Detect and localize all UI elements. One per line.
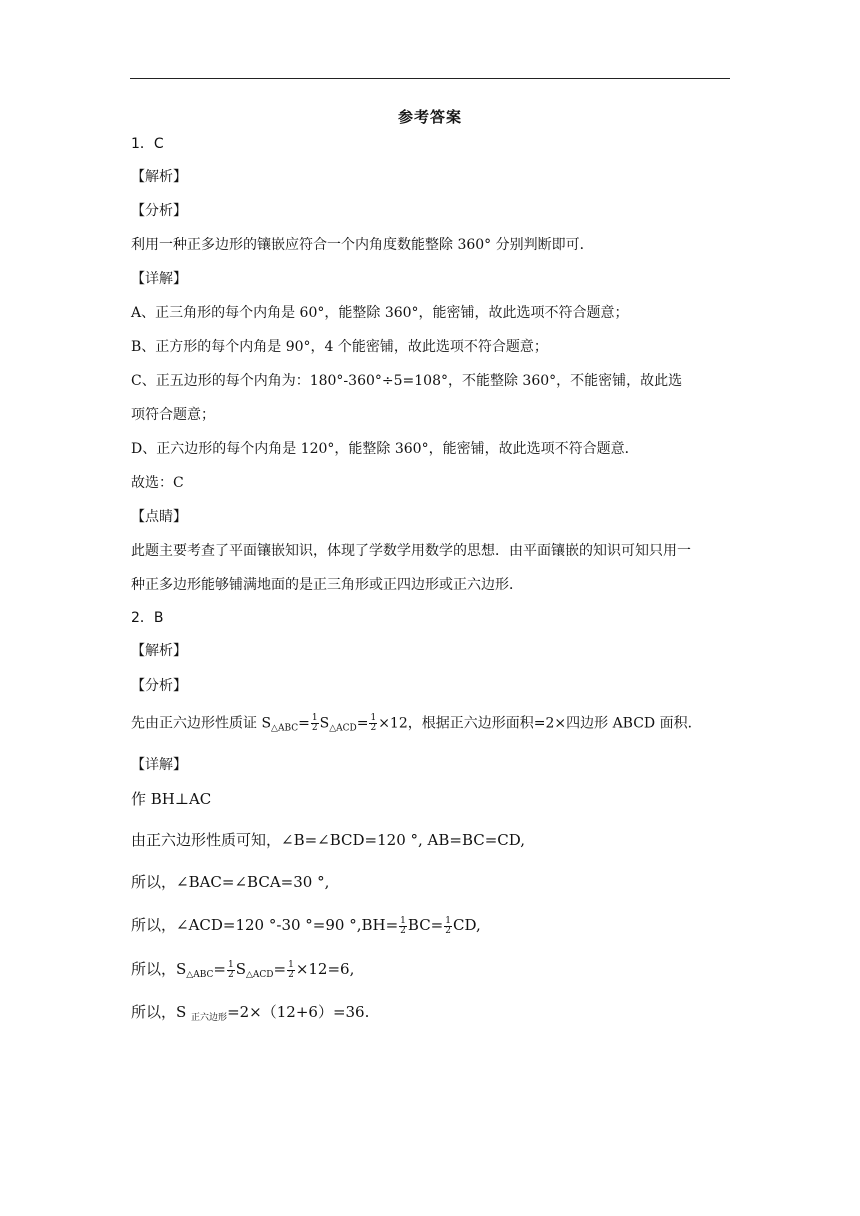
- fenxi-text-a: 先由正六边形性质证 S: [131, 715, 272, 732]
- q1-option-b: B、正方形的每个内角是 90°，4 个能密铺，故此选项不符合题意；: [131, 339, 548, 355]
- q2-detail-line1: 作 BH⊥AC: [131, 790, 212, 808]
- fraction-half: $\frac{1}{2}$: [400, 915, 406, 936]
- q2-number: 2．B: [131, 610, 164, 626]
- q1-dianjing-line1: 此题主要考查了平面镶嵌知识，体现了学数学用数学的思想．由平面镶嵌的知识可知只用一: [131, 543, 691, 559]
- subscript-abc: △ABC: [271, 723, 299, 734]
- subscript-hexagon: 正六边形: [191, 1013, 228, 1023]
- q2-fenxi-text: [131, 714, 702, 738]
- fraction-half: $\frac{1}{2}$: [445, 915, 451, 936]
- equals: =: [213, 960, 226, 978]
- q1-fenxi-heading: 【分析】: [131, 203, 187, 219]
- equals: =: [298, 715, 310, 732]
- fraction-half: $\frac{1}{2}$: [227, 959, 234, 980]
- line5-b: ×12=6,: [295, 960, 355, 978]
- line6-b: =2×（12+6）=36.: [227, 1003, 370, 1021]
- subscript-acd: △ACD: [329, 723, 357, 734]
- line4-a: 所以，∠ACD=120 °-30 °=90 °,BH=: [131, 916, 399, 934]
- q1-answer: 故选：C: [131, 475, 184, 491]
- q2-detail-line3: 所以，∠BAC=∠BCA=30 °,: [131, 873, 330, 891]
- q2-detail-line5: [131, 960, 354, 984]
- q1-fenxi-text: 利用一种正多边形的镶嵌应符合一个内角度数能整除 360° 分别判断即可．: [131, 237, 594, 253]
- q1-jiexi-heading: 【解析】: [131, 169, 187, 185]
- q1-option-c-line2: 项符合题意；: [131, 407, 215, 423]
- fraction-half: $\frac{1}{2}$: [370, 713, 377, 733]
- q2-detail-line4: [131, 916, 481, 936]
- q1-dianjing-line2: 种正多边形能够铺满地面的是正三角形或正四边形或正六边形．: [131, 577, 523, 593]
- q2-fenxi-heading: 【分析】: [131, 678, 187, 694]
- line4-b: BC=: [407, 916, 444, 934]
- q2-detail-line6: [131, 1003, 369, 1027]
- q1-option-c-line1: C、正五边形的每个内角为：180°-360°÷5=108°，不能整除 360°，不能密铺，故此选: [131, 373, 683, 389]
- q1-xiangjie-heading: 【详解】: [131, 271, 187, 287]
- q2-xiangjie-heading: 【详解】: [131, 757, 187, 773]
- fraction-half: $\frac{1}{2}$: [311, 713, 318, 733]
- q2-jiexi-heading: 【解析】: [131, 643, 187, 659]
- subscript-acd: △ACD: [245, 970, 274, 980]
- q1-dianjing-heading: 【点睛】: [131, 509, 187, 525]
- header-rule: [130, 78, 730, 79]
- q1-option-d: D、正六边形的每个内角是 120°，能整除 360°，能密铺，故此选项不符合题意．: [131, 441, 639, 457]
- fenxi-text-b: ×12，根据正六边形面积=2×四边形 ABCD 面积．: [378, 715, 702, 732]
- fraction-half: $\frac{1}{2}$: [288, 959, 294, 980]
- subscript-abc: △ABC: [186, 970, 214, 980]
- q1-number: 1．C: [131, 136, 164, 152]
- line5-a: 所以，S: [131, 960, 187, 978]
- line6-a: 所以，S: [131, 1003, 192, 1021]
- equals: =: [356, 715, 369, 732]
- s-symbol: S: [319, 715, 330, 732]
- s-symbol: S: [235, 960, 246, 978]
- q2-detail-line2: 由正六边形性质可知，∠B=∠BCD=120 °, AB=BC=CD,: [131, 831, 526, 849]
- equals: =: [273, 960, 287, 978]
- page-title: 参考答案: [397, 108, 462, 126]
- line4-c: CD,: [453, 916, 481, 934]
- q1-option-a: A、正三角形的每个内角是 60°，能整除 360°，能密铺，故此选项不符合题意；: [131, 305, 629, 321]
